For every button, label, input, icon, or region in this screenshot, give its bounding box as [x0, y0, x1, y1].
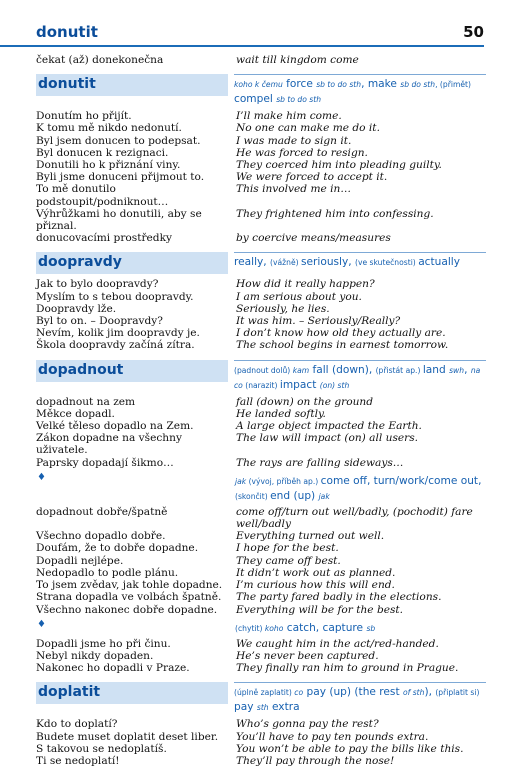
headword-row [36, 252, 486, 274]
example-row [36, 208, 486, 232]
entry-donutit [36, 74, 486, 249]
entries-content [36, 54, 486, 772]
translation-part: (skončit) [235, 491, 271, 501]
translation-part: (ve skutečnosti) [355, 258, 419, 268]
czech-phrase: Doopravdy lže. [36, 302, 117, 315]
english-translation: I’m curious how this will end. [236, 579, 395, 592]
example-row [36, 122, 486, 134]
translation-part: fall (down), [309, 363, 376, 376]
czech-phrase: Velké těleso dopadlo na Zem. [36, 420, 194, 433]
english-translation: Everything turned out well. [236, 530, 385, 543]
diamond-icon: ♦ [37, 471, 46, 483]
translation-part: (přistát ap.) [375, 365, 423, 375]
example-row [36, 604, 486, 616]
czech-phrase: Byl donucen k rezignaci. [36, 146, 169, 159]
example-row [36, 327, 486, 339]
translation-text [234, 360, 486, 392]
czech-phrase: dopadnout dobře/špatně [36, 505, 168, 518]
spacer [36, 244, 486, 249]
translation-part: (připlatit si) [435, 688, 480, 698]
example-row [36, 420, 486, 432]
translation-part: sb to do sth [316, 80, 362, 90]
example-row [36, 650, 486, 662]
translation-part: (vývoj, příběh ap.) [246, 476, 321, 486]
english-translation: wait till kingdom come [236, 54, 359, 66]
translation-part: actually [418, 256, 461, 269]
english-translation: fall (down) on the ground [236, 395, 373, 408]
example-row [36, 567, 486, 579]
subsense-row [36, 472, 486, 503]
example-row [36, 396, 486, 408]
translation-part: , make [361, 78, 401, 91]
translation-text [235, 619, 486, 635]
example-row [36, 291, 486, 303]
english-translation: Everything will be for the best. [236, 603, 404, 616]
example-row [36, 278, 486, 290]
translation-part: (narazit) [242, 380, 280, 390]
entry-list [36, 74, 486, 772]
translation-part: (padnout dolů) [234, 365, 293, 375]
english-translation: by coercive means/measures [236, 232, 391, 245]
english-translation: It didn’t work out as planned. [236, 566, 396, 579]
czech-phrase: čekat (až) donekonečna [36, 54, 164, 66]
example-row [36, 457, 486, 469]
example-row [36, 159, 486, 171]
czech-phrase: Nedopadlo to podle plánu. [36, 566, 179, 579]
czech-phrase: donucovacími prostředky [36, 232, 172, 245]
czech-phrase: Nakonec ho dopadli v Praze. [36, 662, 190, 675]
translation-part: ), [424, 686, 436, 699]
headword-row [36, 682, 486, 714]
translation-part: force [282, 78, 317, 91]
translation-text [234, 252, 486, 274]
english-translation: The law will impact (on) all users. [236, 432, 419, 445]
translation-part: koho k čemu [234, 80, 283, 90]
czech-phrase: Jak to bylo doopravdy? [36, 278, 159, 291]
english-translation: How did it really happen? [236, 278, 375, 291]
czech-phrase: Myslím to s tebou doopravdy. [36, 290, 194, 303]
translation-part: jak [235, 476, 247, 486]
headword-row [36, 74, 486, 106]
english-translation: He was forced to resign. [236, 146, 368, 159]
czech-phrase: Kdo to doplatí? [36, 718, 118, 731]
example-row [36, 183, 486, 207]
headword-box [36, 360, 228, 382]
spacer [36, 66, 486, 71]
entry-dopadnout [36, 360, 486, 680]
example-row [36, 530, 486, 542]
example-row [36, 542, 486, 554]
translation-part: kam [292, 365, 310, 375]
english-translation: I hope for the best. [236, 542, 339, 555]
entry-doopravdy [36, 252, 486, 356]
subsense-row [36, 619, 486, 635]
running-head: donutit [36, 23, 98, 41]
headword-box [36, 682, 228, 704]
example-row [36, 232, 486, 244]
translation-part: really, [234, 256, 271, 269]
english-translation: No one can make me do it. [236, 122, 380, 135]
translation-part: swh [449, 365, 465, 375]
english-translation: He landed softly. [236, 407, 326, 420]
english-translation: The rays are falling sideways… [236, 456, 404, 469]
headword-box [36, 74, 228, 96]
czech-phrase: K tomu mě nikdo nedonutí. [36, 122, 182, 135]
czech-phrase: Donutím ho přijít. [36, 110, 132, 123]
english-translation: They came off best. [236, 554, 341, 567]
example-row [36, 408, 486, 420]
headword: doopravdy [38, 254, 122, 271]
english-translation: Who’s gonna pay the rest? [236, 718, 379, 731]
translation-part: compel [234, 93, 277, 106]
translation-part: sb to do sth [276, 95, 322, 105]
diamond-icon: ♦ [37, 618, 46, 630]
spacer [36, 767, 486, 772]
example-row [36, 731, 486, 743]
translation-part: (on) sth [319, 380, 350, 390]
english-translation: You won’t be able to pay the bills like this. [236, 742, 464, 755]
translation-part: pay [234, 701, 257, 714]
czech-phrase: Dopadli nejlépe. [36, 554, 124, 567]
english-translation: The party fared badly in the elections. [236, 591, 442, 604]
example-row [36, 555, 486, 567]
headword: donutit [38, 76, 96, 93]
example-row [36, 718, 486, 730]
english-translation: I was made to sign it. [236, 134, 352, 147]
english-translation: The school begins in earnest tomorrow. [236, 339, 449, 352]
translation-part: koho [264, 623, 284, 633]
english-translation: Seriously, he lies. [236, 302, 330, 315]
example-row [36, 171, 486, 183]
translation-part: (úplně zaplatit) [234, 688, 295, 698]
english-translation: I don’t know how old they actually are. [236, 327, 446, 340]
translation-part: (chytit) [235, 623, 265, 633]
czech-phrase: Dopadli jsme ho při činu. [36, 637, 171, 650]
english-translation: This involved me in… [236, 183, 351, 196]
czech-phrase: Strana dopadla ve volbách špatně. [36, 591, 222, 604]
example-row [36, 755, 486, 767]
page-header [0, 18, 522, 50]
example-row [36, 743, 486, 755]
english-translation: I’ll make him come. [236, 110, 342, 123]
example-row [36, 303, 486, 315]
translation-part: sb do sth [400, 80, 436, 90]
example-row [36, 662, 486, 674]
english-translation: come off/turn out well/badly, (pochodit) fare well/badly [236, 505, 473, 531]
header-rule [0, 45, 484, 47]
czech-phrase: Měkce dopadl. [36, 407, 115, 420]
english-translation: They’ll pay through the nose! [236, 754, 395, 767]
translation-part: come off, turn/work/come out, [320, 474, 482, 487]
english-translation: I am serious about you. [236, 290, 362, 303]
example-row [36, 638, 486, 650]
translation-part: seriously, [301, 256, 355, 269]
english-translation: He’s never been captured. [236, 649, 379, 662]
translation-part: na co [234, 365, 481, 390]
translation-part: pay (up) (the rest [303, 686, 403, 699]
english-translation: We caught him in the act/red-handed. [236, 637, 439, 650]
top-entry-row [36, 54, 486, 66]
czech-phrase: Výhrůžkami ho donutili, aby se přiznal. [36, 207, 202, 233]
example-row [36, 506, 486, 530]
translation-part: extra [268, 701, 300, 714]
example-row [36, 432, 486, 456]
czech-phrase: Byl to on. – Doopravdy? [36, 315, 163, 328]
example-row [36, 591, 486, 603]
example-row [36, 110, 486, 122]
czech-phrase: Paprsky dopadají šikmo… [36, 456, 174, 469]
translation-part: (vážně) [270, 258, 301, 268]
czech-phrase: Doufám, že to dobře dopadne. [36, 542, 199, 555]
headword: doplatit [38, 684, 101, 701]
example-row [36, 339, 486, 351]
english-translation: They frightened him into confessing. [236, 207, 434, 220]
translation-part: catch, capture [283, 621, 367, 634]
translation-text [235, 472, 486, 503]
example-row [36, 579, 486, 591]
headword-row [36, 360, 486, 392]
spacer [36, 674, 486, 679]
czech-phrase: Nebyl nikdy dopaden. [36, 649, 154, 662]
english-translation: They finally ran him to ground in Prague. [236, 662, 459, 675]
translation-part: sth [256, 703, 269, 713]
english-translation: They coerced him into pleading guilty. [236, 159, 442, 172]
translation-part: jak [318, 491, 330, 501]
english-translation: We were forced to accept it. [236, 171, 388, 184]
translation-part: sb [366, 623, 376, 633]
page-number: 50 [463, 23, 484, 41]
translation-text [234, 682, 486, 714]
translation-part: , (přimět) [435, 80, 471, 90]
czech-phrase: S takovou se nedoplatíš. [36, 742, 167, 755]
czech-phrase: Ti se nedoplatí! [36, 754, 120, 767]
czech-phrase: Všechno dopadlo dobře. [36, 530, 166, 543]
translation-part: land [422, 363, 450, 376]
czech-phrase: Budete muset doplatit deset liber. [36, 730, 219, 743]
example-row [36, 135, 486, 147]
translation-part: co [294, 688, 304, 698]
czech-phrase: dopadnout na zem [36, 395, 136, 408]
czech-phrase: Donutili ho k přiznání viny. [36, 159, 181, 172]
translation-part: impact [279, 378, 320, 391]
spacer [36, 352, 486, 357]
czech-phrase: Byl jsem donucen to podepsat. [36, 134, 201, 147]
headword: dopadnout [38, 361, 124, 378]
english-translation: You’ll have to pay ten pounds extra. [236, 730, 429, 743]
entry-doplatit [36, 682, 486, 772]
translation-text [234, 74, 486, 106]
czech-phrase: Všechno nakonec dobře dopadne. [36, 603, 218, 616]
english-translation: A large object impacted the Earth. [236, 420, 422, 433]
english-translation: It was him. – Seriously/Really? [236, 315, 401, 328]
czech-phrase: Zákon dopadne na všechny uživatele. [36, 432, 182, 457]
translation-part: end (up) [270, 489, 319, 502]
czech-phrase: To mě donutilo podstoupit/podniknout… [36, 183, 169, 208]
czech-phrase: Nevím, kolik jim doopravdy je. [36, 327, 200, 340]
czech-phrase: Byli jsme donuceni přijmout to. [36, 171, 205, 184]
czech-phrase: To jsem zvědav, jak tohle dopadne. [36, 579, 223, 592]
translation-part: of sth [402, 688, 425, 698]
czech-phrase: Škola doopravdy začíná zítra. [36, 339, 195, 352]
translation-part: , [464, 363, 471, 376]
example-row [36, 315, 486, 327]
example-row [36, 147, 486, 159]
headword-box [36, 252, 228, 274]
